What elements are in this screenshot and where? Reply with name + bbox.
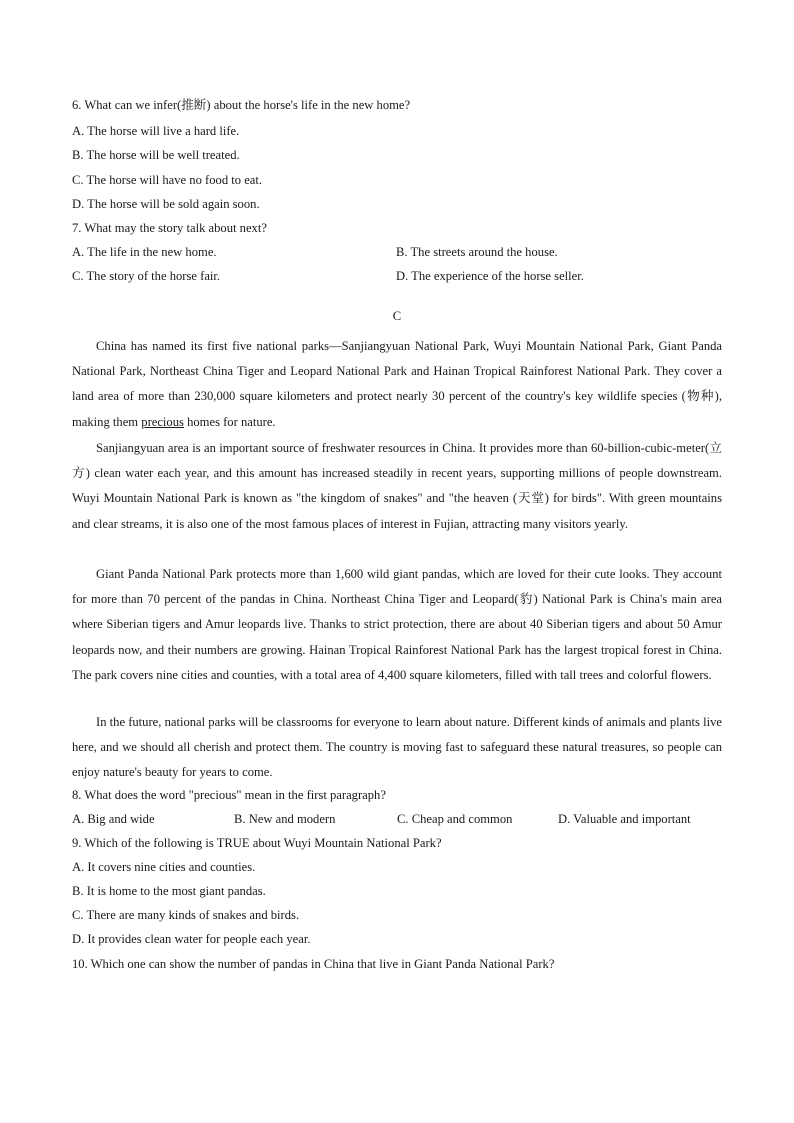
question-8: 8. What does the word "precious" mean in the first paragraph? (72, 788, 386, 802)
q6-option-a: A. The horse will live a hard life. (72, 124, 240, 138)
question-7: 7. What may the story talk about next? (72, 221, 267, 235)
q9-option-d: D. It provides clean water for people each year. (72, 932, 311, 946)
q7-option-d: D. The experience of the horse seller. (396, 269, 584, 283)
q6-option-d: D. The horse will be sold again soon. (72, 197, 260, 211)
q6-option-c: C. The horse will have no food to eat. (72, 173, 263, 187)
q8-option-d: D. Valuable and important (558, 812, 691, 826)
q8-option-b: B. New and modern (234, 812, 336, 826)
q9-option-a: A. It covers nine cities and counties. (72, 860, 256, 874)
q7-option-c: C. The story of the horse fair. (72, 269, 221, 283)
passage-paragraph-1 (72, 334, 722, 435)
q7-option-a: A. The life in the new home. (72, 245, 217, 259)
q9-option-c: C. There are many kinds of snakes and birds. (72, 908, 300, 922)
q9-option-b: B. It is home to the most giant pandas. (72, 884, 266, 898)
question-6: 6. What can we infer(推断) about the horse's life in the new home? (72, 98, 411, 112)
section-label: C (392, 309, 402, 323)
p1-text-after: homes for nature. (183, 414, 276, 429)
question-10: 10. Which one can show the number of pandas in China that live in Giant Panda National Park? (72, 957, 555, 971)
question-9: 9. Which of the following is TRUE about Wuyi Mountain National Park? (72, 836, 442, 850)
q8-option-c: C. Cheap and common (397, 812, 513, 826)
underlined-word-precious: precious (141, 414, 184, 429)
passage-paragraph-2: Sanjiangyuan area is an important source of freshwater resources in China. It provides more than 60-billion-cubic-meter(立方) clean water each year, and this amount has increased steadily in recent years, supporting millions of people downstream. Wuyi Mountain National Park is known as "the kingdom of snakes" and "the heaven (天堂) for birds". With green mountains and clear streams, it is also one of the most famous places of interest in Fujian, attracting many visitors yearly. (72, 441, 722, 531)
p1-text-before: China has named its first five national parks—Sanjiangyuan National Park, Wuyi Mountain National Park, Giant Panda National Park, Northeast China Tiger and Leopard National Park and Hainan Tropical Rainforest National Park. They cover a land area of more than 230,000 square kilometers and protect nearly 30 percent of the country's key wildlife species (物种), making them (72, 339, 722, 429)
passage-paragraph-4: In the future, national parks will be classrooms for everyone to learn about nature. Different kinds of animals and plants live here, and we should all cherish and protect them. The country is moving fast to safeguard these natural treasures, so people can enjoy nature's beauty for years to come. (72, 715, 722, 780)
q7-option-b: B. The streets around the house. (396, 245, 558, 259)
passage-paragraph-3: Giant Panda National Park protects more than 1,600 wild giant pandas, which are loved for their cute looks. They account for more than 70 percent of the pandas in China. Northeast China Tiger and Leopard(豹) National Park is China's main area where Siberian tigers and Amur leopards live. Thanks to strict protection, there are about 40 Siberian tigers and about 50 Amur leopards now, and their numbers are growing. Hainan Tropical Rainforest National Park has the largest tropical forest in China. The park covers nine cities and counties, with a total area of 4,400 square kilometers, filled with tall trees and colorful flowers. (72, 567, 722, 682)
q8-option-a: A. Big and wide (72, 812, 155, 826)
q6-option-b: B. The horse will be well treated. (72, 148, 240, 162)
